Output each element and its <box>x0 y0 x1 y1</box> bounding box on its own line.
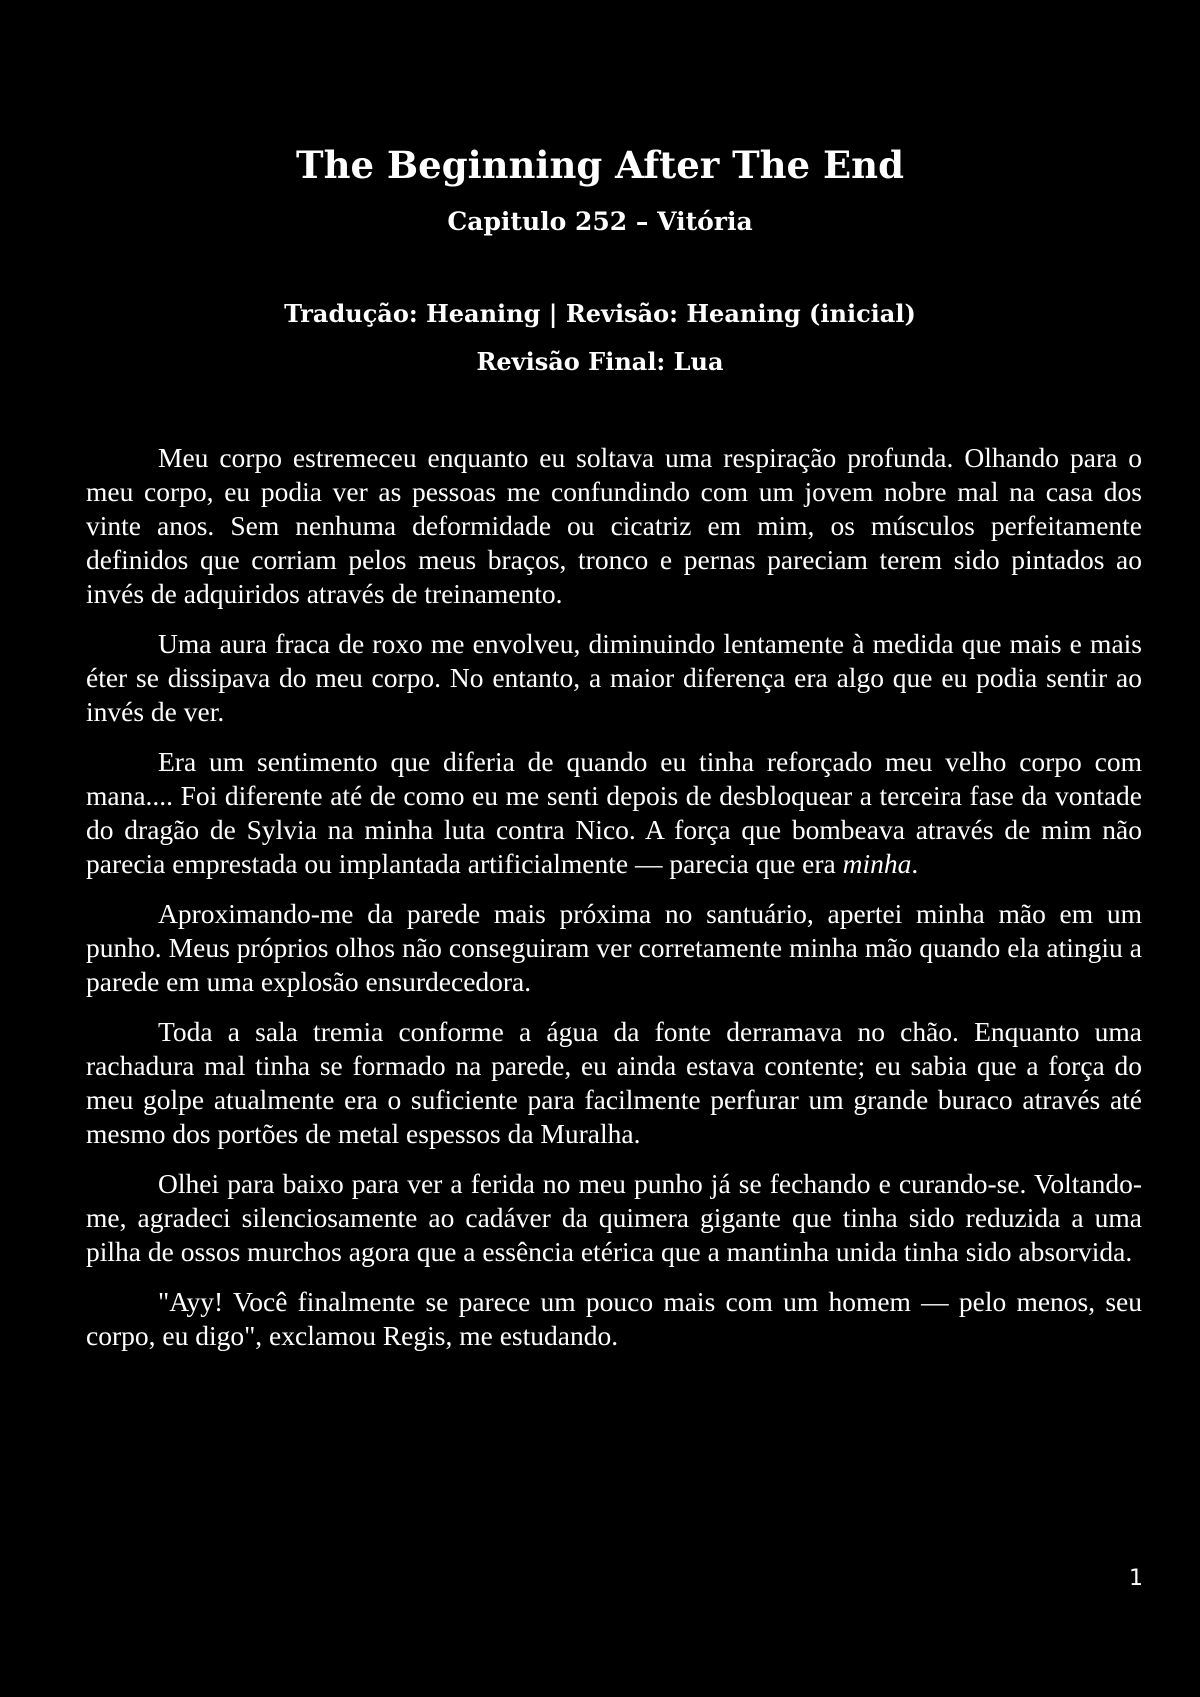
chapter-title: Capitulo 252 – Vitória <box>447 207 753 236</box>
book-title: The Beginning After The End <box>296 143 904 187</box>
paragraph-3 <box>86 745 1142 881</box>
paragraph-1: Meu corpo estremeceu enquanto eu soltava uma respiração profunda. Olhando para o meu corpo, eu podia ver as pessoas me confundindo com um jovem nobre mal na casa dos vinte anos. Sem nenhuma deformidade ou cicatriz em mim, os músculos perfeitamente definidos que corriam pelos meus braços, tronco e pernas pareciam terem sido pintados ao invés de adquiridos através de treinamento. <box>86 442 1142 609</box>
chapter-body <box>86 441 1142 1353</box>
page-number: 1 <box>1129 1566 1143 1591</box>
paragraph-2: Uma aura fraca de roxo me envolveu, diminuindo lentamente à medida que mais e mais éter se dissipava do meu corpo. No entanto, a maior diferença era algo que eu podia sentir ao invés de ver. <box>86 628 1142 727</box>
paragraph-3-emphasis: minha <box>842 848 912 879</box>
paragraph-3-text: Era um sentimento que diferia de quando eu tinha reforçado meu velho corpo com mana.... Foi diferente até de como eu me senti depois de desbloquear a terceira fase da vontade do dragão de Sylvia na minha luta contra Nico. A força que bombeava através de mim não parecia emprestada ou implantada artificialmente — parecia que era <box>86 746 1142 879</box>
credits-final-review-line: Revisão Final: Lua <box>476 347 724 376</box>
credits-translation-line: Tradução: Heaning | Revisão: Heaning (inicial) <box>284 299 916 328</box>
paragraph-6: Olhei para baixo para ver a ferida no meu punho já se fechando e curando-se. Voltando-me, agradeci silenciosamente ao cadáver da quimera gigante que tinha sido reduzida a uma pilha de ossos murchos agora que a essência etérica que a mantinha unida tinha sido absorvida. <box>86 1168 1142 1267</box>
paragraph-3-end: . <box>911 848 919 879</box>
credits-block <box>0 290 1200 386</box>
paragraph-5: Toda a sala tremia conforme a água da fonte derramava no chão. Enquanto uma rachadura mal tinha se formado na parede, eu ainda estava contente; eu sabia que a força do meu golpe atualmente era o suficiente para facilmente perfurar um grande buraco através até mesmo dos portões de metal espessos da Muralha. <box>86 1016 1142 1149</box>
paragraph-4: Aproximando-me da parede mais próxima no santuário, apertei minha mão em um punho. Meus próprios olhos não conseguiram ver corretamente minha mão quando ela atingiu a parede em uma explosão ensurdecedora. <box>86 898 1142 997</box>
paragraph-7: "Ayy! Você finalmente se parece um pouco mais com um homem — pelo menos, seu corpo, eu digo", exclamou Regis, me estudando. <box>86 1286 1142 1351</box>
